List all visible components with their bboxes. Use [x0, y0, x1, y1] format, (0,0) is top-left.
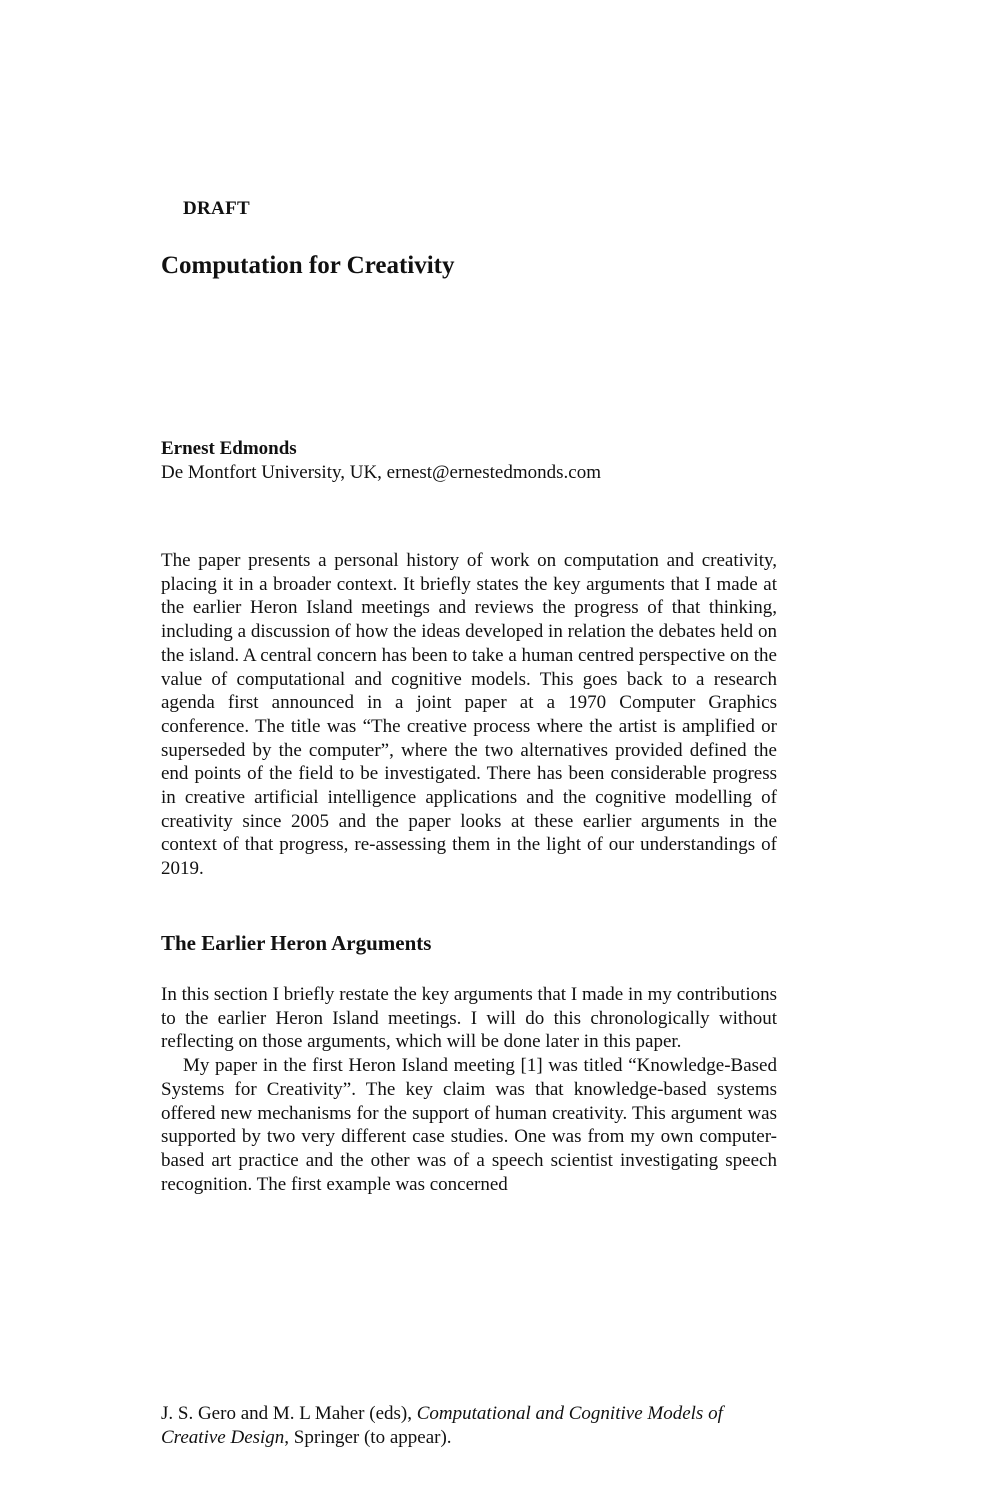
- section-body: [161, 983, 777, 1196]
- body-paragraph: In this section I briefly restate the key arguments that I made in my contributions to the earlier Heron Island meetings. I will do this chronologically without reflecting on those arguments, which will be done later in this paper.: [161, 984, 777, 1053]
- footnote-editors: J. S. Gero and M. L Maher (eds),: [161, 1403, 417, 1424]
- paper-title: Computation for Creativity: [161, 252, 455, 279]
- footnote-book-title-part1: Computational and Cognitive Models of: [416, 1403, 723, 1424]
- abstract-text: The paper presents a personal history of work on computation and creativity, placing it in a broader context. It briefly states the key arguments that I made at the earlier Heron Island meetings and reviews the progress of that thinking, including a discussion of how the ideas developed in relation the debates held on the island. A central concern has been to take a human centred perspective on the value of computational and cognitive models. This goes back to a research agenda first announced in a joint paper at a 1970 Computer Graphics conference. The title was “The creative process where the artist is amplified or superseded by the computer”, where the two alternatives provided defined the end points of the field to be investigated. There has been considerable progress in creative artificial intelligence applications and the cognitive modelling of creativity since 2005 and the paper looks at these earlier arguments in the context of that progress, re-assessing them in the light of our understandings of 2019.: [161, 550, 777, 880]
- publication-footnote: [161, 1402, 783, 1449]
- section-heading: The Earlier Heron Arguments: [161, 931, 432, 955]
- author-name: Ernest Edmonds: [161, 438, 297, 459]
- draft-label: DRAFT: [183, 198, 250, 219]
- author-affiliation: De Montfort University, UK, ernest@ernestedmonds.com: [161, 462, 601, 483]
- body-paragraph: My paper in the first Heron Island meeting [1] was titled “Knowledge-Based Systems for Creativity”. The key claim was that knowledge-based systems offered new mechanisms for the support of human creativity. This argument was supported by two very different case studies. One was from my own computer-based art practice and the other was of a speech scientist investigating speech recognition. The first example was concerned: [161, 1055, 777, 1195]
- footnote-publisher: , Springer (to appear).: [284, 1426, 452, 1448]
- footnote-book-title-part2: Creative Design: [161, 1426, 285, 1448]
